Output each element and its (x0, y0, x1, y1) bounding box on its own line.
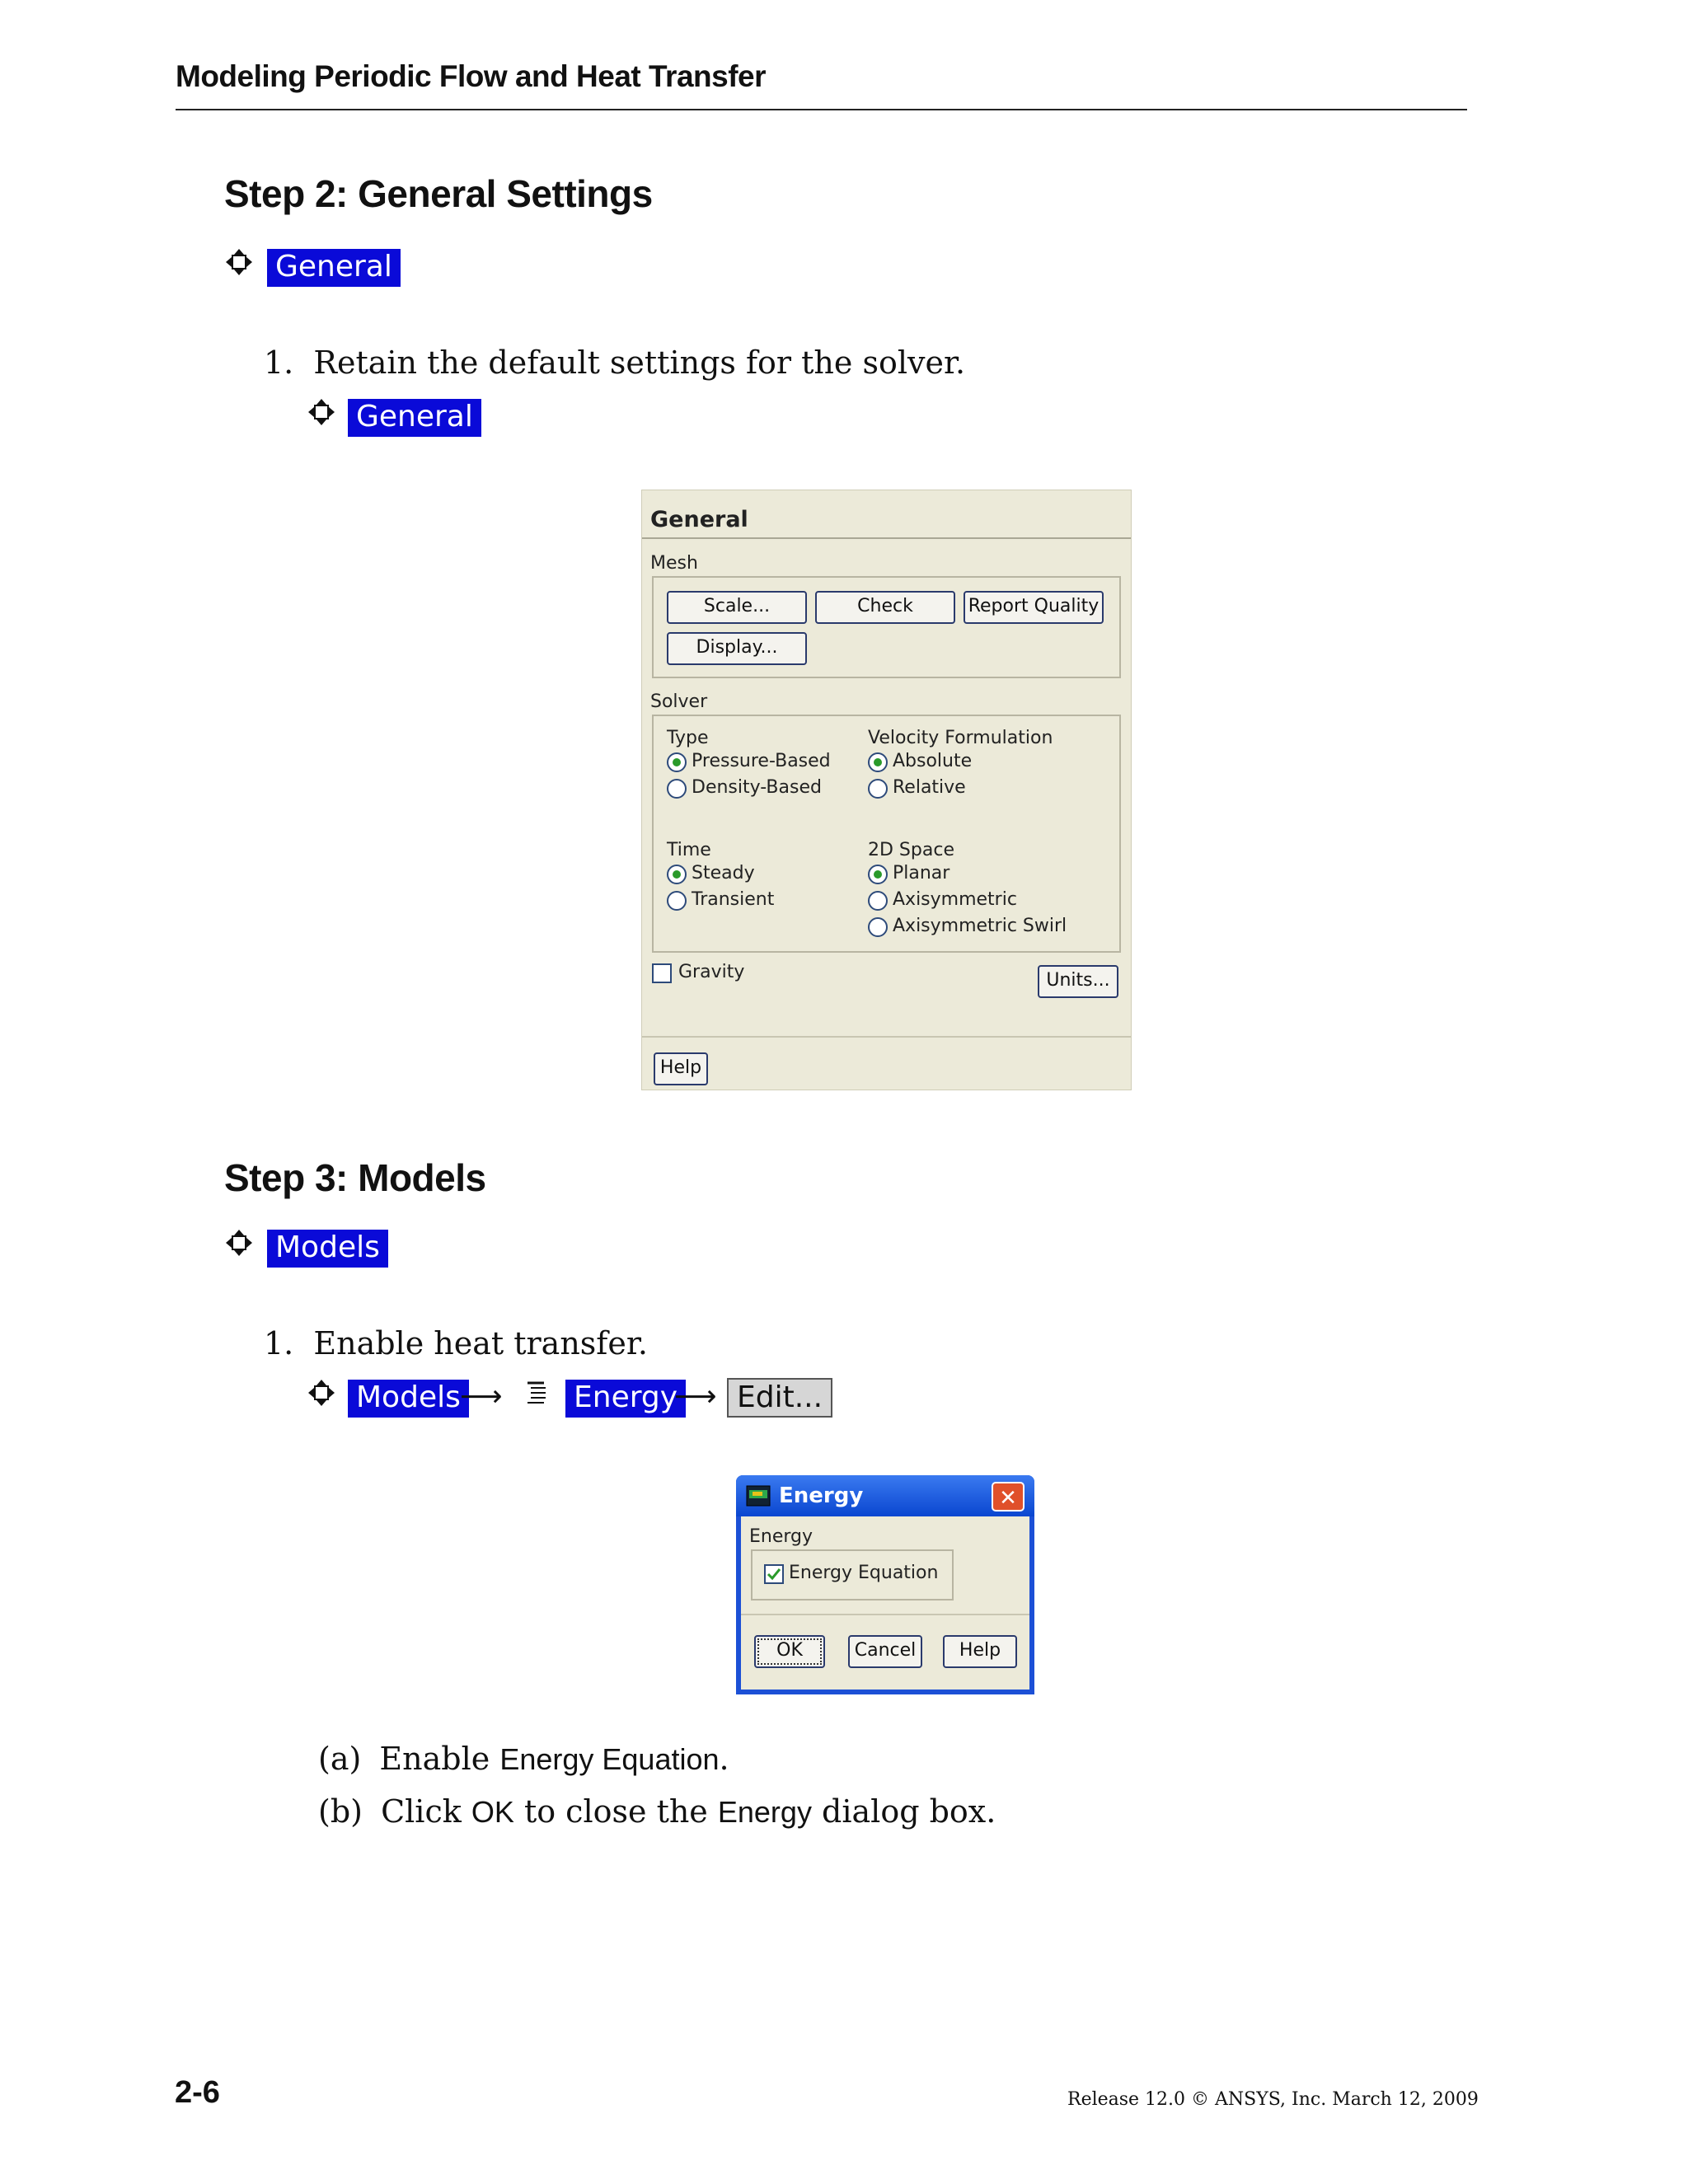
scale-button[interactable]: Scale... (667, 591, 807, 624)
path-arrow: ⟶ (674, 1380, 717, 1413)
panel-title-rule (642, 537, 1131, 539)
units-button[interactable]: Units... (1038, 965, 1118, 998)
substep-text: to close the (513, 1793, 718, 1830)
ui-term: Energy (717, 1795, 812, 1829)
step2-item1 (264, 344, 965, 381)
ui-term: OK (471, 1795, 514, 1829)
fluent-app-icon (746, 1485, 771, 1507)
substep-text: dialog box. (811, 1793, 996, 1830)
time-option-label: Steady (692, 863, 755, 883)
path-models[interactable]: Models (348, 1380, 469, 1418)
substep-text: . (719, 1741, 729, 1777)
page-number: 2-6 (175, 2075, 220, 2110)
energy-group (751, 1549, 954, 1601)
mesh-group (652, 576, 1121, 678)
velocity-option-label: Relative (893, 777, 966, 798)
step3-nav-path (307, 1378, 851, 1424)
type-option-label: Pressure-Based (692, 751, 831, 771)
velocity-option-label: Absolute (893, 751, 973, 771)
report-quality-button[interactable]: Report Quality (964, 591, 1104, 624)
panel-footer-rule (642, 1036, 1131, 1038)
velocity-absolute-radio[interactable] (868, 752, 888, 772)
substep-b (318, 1793, 996, 1830)
time-steady-radio[interactable] (667, 865, 687, 884)
2d-space-label: 2D Space (868, 840, 954, 860)
checkmark-icon (766, 1566, 782, 1582)
check-button[interactable]: Check (815, 591, 955, 624)
substep-text: Enable (379, 1741, 500, 1777)
dialog-body (741, 1516, 1029, 1690)
space-axisymmetric-swirl-radio[interactable] (868, 917, 888, 937)
item-number: 1. (264, 1325, 294, 1361)
gravity-label: Gravity (678, 962, 745, 982)
path-arrow: ⟶ (460, 1380, 503, 1413)
substep-a (318, 1741, 729, 1777)
gravity-checkbox[interactable] (652, 963, 672, 983)
path-edit-button[interactable]: Edit... (727, 1378, 832, 1418)
mesh-label: Mesh (650, 553, 698, 574)
help-button[interactable]: Help (654, 1052, 708, 1085)
general-panel (641, 490, 1132, 1090)
energy-group-label: Energy (749, 1526, 814, 1547)
step2-title: Step 2: General Settings (224, 172, 653, 215)
substep-text: Click (381, 1793, 471, 1830)
solver-group (652, 715, 1121, 953)
item-text: Retain the default settings for the solver. (313, 344, 966, 381)
type-density-based-radio[interactable] (667, 779, 687, 799)
ui-term: Energy Equation (499, 1742, 720, 1776)
release-notice: Release 12.0 © ANSYS, Inc. March 12, 2009 (1067, 2089, 1479, 2110)
substep-marker: (b) (318, 1793, 363, 1830)
energy-equation-label: Energy Equation (789, 1563, 939, 1583)
dialog-footer-rule (741, 1614, 1029, 1615)
ok-button[interactable]: OK (754, 1635, 825, 1668)
nav-general[interactable]: General (348, 399, 481, 437)
space-option-label: Planar (893, 863, 950, 883)
time-label: Time (667, 840, 711, 860)
nav-models[interactable]: Models (267, 1230, 388, 1268)
energy-equation-checkbox[interactable] (764, 1564, 784, 1584)
time-transient-radio[interactable] (667, 891, 687, 911)
header-rule (176, 109, 1467, 110)
dialog-title-bar (736, 1475, 1034, 1516)
space-planar-radio[interactable] (868, 865, 888, 884)
step3-item1 (264, 1325, 648, 1361)
substep-marker: (a) (318, 1741, 362, 1777)
space-axisymmetric-radio[interactable] (868, 891, 888, 911)
navigation-pane-icon (224, 247, 254, 277)
type-pressure-based-radio[interactable] (667, 752, 687, 772)
velocity-relative-radio[interactable] (868, 779, 888, 799)
dialog-title: Energy (779, 1483, 864, 1508)
step3-title: Step 3: Models (224, 1156, 486, 1199)
navigation-pane-icon (307, 1378, 336, 1408)
item-number: 1. (264, 344, 294, 381)
type-label: Type (667, 728, 709, 748)
path-energy[interactable]: Energy (565, 1380, 686, 1418)
cancel-button[interactable]: Cancel (848, 1635, 922, 1668)
item-text: Enable heat transfer. (313, 1325, 648, 1361)
navigation-pane-icon (307, 397, 336, 427)
list-tree-icon (524, 1380, 549, 1408)
velocity-formulation-label: Velocity Formulation (868, 728, 1053, 748)
help-button[interactable]: Help (943, 1635, 1017, 1668)
space-option-label: Axisymmetric (893, 889, 1017, 910)
energy-dialog (736, 1475, 1034, 1694)
type-option-label: Density-Based (692, 777, 822, 798)
close-icon[interactable]: ✕ (992, 1482, 1025, 1511)
time-option-label: Transient (692, 889, 775, 910)
space-option-label: Axisymmetric Swirl (893, 916, 1067, 936)
nav-general[interactable]: General (267, 249, 401, 287)
display-button[interactable]: Display... (667, 632, 807, 665)
solver-label: Solver (650, 691, 708, 712)
navigation-pane-icon (224, 1228, 254, 1258)
running-header: Modeling Periodic Flow and Heat Transfer (176, 59, 767, 93)
panel-title: General (650, 507, 748, 532)
